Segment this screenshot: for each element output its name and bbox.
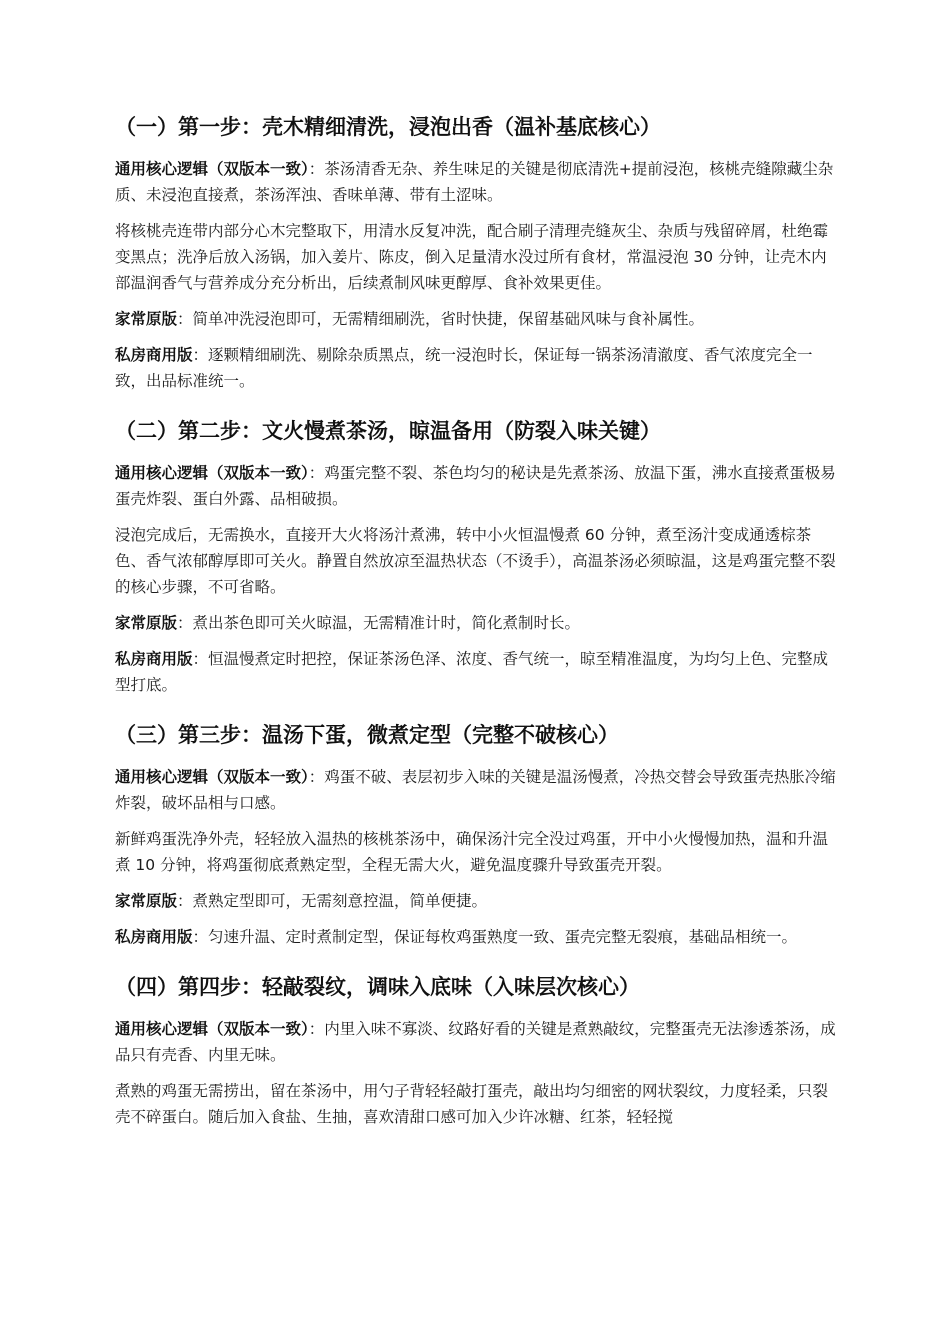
pro-version-text: ：恒温慢煮定时把控，保证茶汤色泽、浓度、香气统一，晾至精准温度，为均匀上色、完整成型打底。: [115, 650, 829, 694]
home-version-label: 家常原版: [115, 892, 178, 910]
step-4-heading: （四）第四步：轻敲裂纹，调味入底味（入味层次核心）: [115, 975, 640, 999]
step-1-body-paragraph: 将核桃壳连带内部分心木完整取下，用清水反复冲洗，配合刷子清理壳缝灰尘、杂质与残留碎屑，杜绝霉变黑点；洗净后放入汤锅，加入姜片、陈皮，倒入足量清水没过所有食材，常温浸泡 30 分钟，让壳木内部温润香气与营养成分充分析出，后续煮制风味更醇厚、食补效果更佳。: [115, 222, 829, 292]
home-version-label: 家常原版: [115, 614, 178, 632]
pro-version-label: 私房商用版: [115, 928, 193, 946]
pro-version-label: 私房商用版: [115, 650, 193, 668]
step-3-body-paragraph: 新鲜鸡蛋洗净外壳，轻轻放入温热的核桃茶汤中，确保汤汁完全没过鸡蛋，开中小火慢慢加热，温和升温煮 10 分钟，将鸡蛋彻底煮熟定型，全程无需大火，避免温度骤升导致蛋壳开裂。: [115, 830, 829, 874]
step-2-pro-paragraph: [115, 646, 837, 698]
logic-label: 通用核心逻辑（双版本一致）: [115, 1020, 309, 1038]
step-1-logic-paragraph: [115, 156, 837, 208]
step-1-section: [115, 112, 837, 394]
step-4-section: [115, 972, 837, 1130]
step-2-logic-paragraph: [115, 460, 837, 512]
logic-text: ：茶汤清香无杂、养生味足的关键是彻底清洗+提前浸泡，核桃壳缝隙藏尘杂质、未浸泡直接煮，茶汤浑浊、香味单薄、带有土涩味。: [115, 160, 834, 204]
step-2-section: [115, 416, 837, 698]
step-3-pro-paragraph: [115, 924, 837, 950]
home-version-text: ：煮熟定型即可，无需刻意控温，简单便捷。: [177, 892, 488, 910]
step-2-body-paragraph: 浸泡完成后，无需换水，直接开大火将汤汁煮沸，转中小火恒温慢煮 60 分钟，煮至汤汁变成通透棕茶色、香气浓郁醇厚即可关火。静置自然放凉至温热状态（不烫手），高温茶汤必须晾温，这是鸡蛋完整不裂的核心步骤，不可省略。: [115, 526, 836, 596]
logic-text: ：鸡蛋完整不裂、茶色均匀的秘诀是先煮茶汤、放温下蛋，沸水直接煮蛋极易蛋壳炸裂、蛋白外露、品相破损。: [115, 464, 836, 508]
step-3-home-paragraph: [115, 888, 837, 914]
step-4-logic-paragraph: [115, 1016, 837, 1068]
logic-label: 通用核心逻辑（双版本一致）: [115, 768, 309, 786]
step-3-heading: （三）第三步：温汤下蛋，微煮定型（完整不破核心）: [115, 723, 619, 747]
step-4-body-paragraph: 煮熟的鸡蛋无需捞出，留在茶汤中，用勺子背轻轻敲打蛋壳，敲出均匀细密的网状裂纹，力度轻柔，只裂壳不碎蛋白。随后加入食盐、生抽，喜欢清甜口感可加入少许冰糖、红茶，轻轻搅: [115, 1082, 829, 1126]
step-2-home-paragraph: [115, 610, 837, 636]
logic-text: ：鸡蛋不破、表层初步入味的关键是温汤慢煮，冷热交替会导致蛋壳热胀冷缩炸裂，破坏品相与口感。: [115, 768, 836, 812]
home-version-label: 家常原版: [115, 310, 178, 328]
step-1-pro-paragraph: [115, 342, 837, 394]
step-1-home-paragraph: [115, 306, 837, 332]
pro-version-text: ：匀速升温、定时煮制定型，保证每枚鸡蛋熟度一致、蛋壳完整无裂痕，基础品相统一。: [192, 928, 798, 946]
logic-text: ：内里入味不寡淡、纹路好看的关键是煮熟敲纹，完整蛋壳无法渗透茶汤，成品只有壳香、内里无味。: [115, 1020, 836, 1064]
pro-version-text: ：逐颗精细刷洗、剔除杂质黑点，统一浸泡时长，保证每一锅茶汤清澈度、香气浓度完全一致，出品标准统一。: [115, 346, 813, 390]
step-3-section: [115, 720, 837, 950]
home-version-text: ：简单冲洗浸泡即可，无需精细刷洗，省时快捷，保留基础风味与食补属性。: [177, 310, 705, 328]
step-1-heading: （一）第一步：壳木精细清洗，浸泡出香（温补基底核心）: [115, 115, 661, 139]
step-3-logic-paragraph: [115, 764, 837, 816]
document-content: [115, 112, 837, 1140]
logic-label: 通用核心逻辑（双版本一致）: [115, 464, 309, 482]
logic-label: 通用核心逻辑（双版本一致）: [115, 160, 309, 178]
step-2-heading: （二）第二步：文火慢煮茶汤，晾温备用（防裂入味关键）: [115, 419, 661, 443]
home-version-text: ：煮出茶色即可关火晾温，无需精准计时，简化煮制时长。: [177, 614, 581, 632]
pro-version-label: 私房商用版: [115, 346, 193, 364]
